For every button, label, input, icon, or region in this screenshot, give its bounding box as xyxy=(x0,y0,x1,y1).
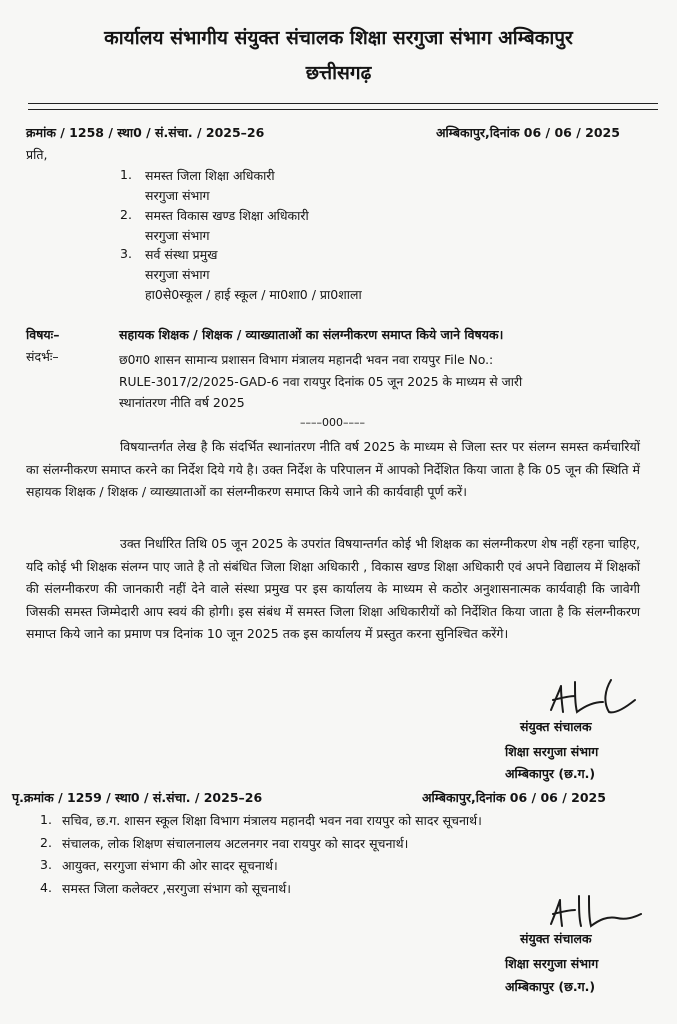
signatory-place-1: अम्बिकापुर (छ.ग.) xyxy=(505,766,596,781)
header-rule-bottom xyxy=(28,109,658,110)
reference-line-3: स्थानांतरण नीति वर्ष 2025 xyxy=(119,395,245,410)
signatory-place-2: अम्बिकापुर (छ.ग.) xyxy=(505,979,596,994)
letter-date: अम्बिकापुर,दिनांक 06 / 06 / 2025 xyxy=(436,125,620,140)
signatory-dept-2: शिक्षा सरगुजा संभाग xyxy=(505,956,599,971)
copy-2-text: संचालक, लोक शिक्षण संचालनालय अटलनगर नवा रायपुर को सादर सूचनार्थ। xyxy=(62,836,409,851)
office-state: छत्तीसगढ़ xyxy=(305,62,372,84)
recipient-2-no: 2. xyxy=(120,207,132,222)
ref-number: क्रमांक / 1258 / स्था0 / सं.संचा. / 2025–26 xyxy=(26,125,265,140)
body-paragraph-1: विषयान्तर्गत लेख है कि संदर्भित स्थानांतरण नीति वर्ष 2025 के माध्यम से जिला स्तर पर संलग्न समस्त कर्मचारियों का संलग्नीकरण समाप्त करने का निर्देश दिये गये है। उक्त निर्देश के परिपालन में आपको निर्देशित किया जाता है कि 05 जून की स्थिति में सहायक शिक्षक / शिक्षक / व्याख्याताओं का संलग्नीकरण समाप्त किये जाने की कार्यवाही पूर्ण करें। xyxy=(26,439,640,499)
copy-3-no: 3. xyxy=(40,857,52,872)
subject-text: सहायक शिक्षक / शिक्षक / व्याख्याताओं का संलग्नीकरण समाप्त किये जाने विषयक। xyxy=(119,327,504,342)
copy-2-no: 2. xyxy=(40,835,52,850)
reference-line-1: छ0ग0 शासन सामान्य प्रशासन विभाग मंत्रालय महानदी भवन नवा रायपुर File No.: xyxy=(119,353,494,367)
office-title: कार्यालय संभागीय संयुक्त संचालक शिक्षा सरगुजा संभाग अम्बिकापुर xyxy=(104,27,573,49)
recipient-2-line2: सरगुजा संभाग xyxy=(145,228,210,243)
recipient-3-no: 3. xyxy=(120,246,132,261)
recipient-2-line1: समस्त विकास खण्ड शिक्षा अधिकारी xyxy=(145,208,309,223)
recipient-1-line1: समस्त जिला शिक्षा अधिकारी xyxy=(145,168,275,183)
handwritten-signature-2 xyxy=(545,890,665,934)
endorsement-date: अम्बिकापुर,दिनांक 06 / 06 / 2025 xyxy=(422,790,606,805)
copy-1-no: 1. xyxy=(40,812,52,827)
separator: ––––000–––– xyxy=(300,416,365,429)
signatory-dept-1: शिक्षा सरगुजा संभाग xyxy=(505,744,599,759)
recipient-3-line2: सरगुजा संभाग xyxy=(145,267,210,282)
to-label: प्रति, xyxy=(26,147,48,162)
recipient-3-line1: सर्व संस्था प्रमुख xyxy=(145,247,218,262)
signatory-title-2: संयुक्त संचालक xyxy=(520,931,592,946)
reference-line-2: RULE-3017/2/2025-GAD-6 नवा रायपुर दिनांक 05 जून 2025 के माध्यम से जारी xyxy=(119,375,523,389)
copy-4-text: समस्त जिला कलेक्टर ,सरगुजा संभाग को सूचनार्थ। xyxy=(62,881,292,896)
handwritten-signature-1 xyxy=(545,672,665,722)
endorsement-ref-number: पृ.क्रमांक / 1259 / स्था0 / सं.संचा. / 2025–26 xyxy=(12,790,263,805)
recipient-1-no: 1. xyxy=(120,167,132,182)
reference-label: संदर्भः– xyxy=(26,349,59,364)
signatory-title-1: संयुक्त संचालक xyxy=(520,719,592,734)
recipient-3-line3: हा0से0स्कूल / हाई स्कूल / मा0शा0 / प्रा0शाला xyxy=(145,287,362,302)
copy-4-no: 4. xyxy=(40,880,52,895)
header-rule-top xyxy=(28,103,658,104)
subject-label: विषयः– xyxy=(26,327,60,342)
copy-3-text: आयुक्त, सरगुजा संभाग की ओर सादर सूचनार्थ। xyxy=(62,858,278,873)
recipient-1-line2: सरगुजा संभाग xyxy=(145,188,210,203)
copy-1-text: सचिव, छ.ग. शासन स्कूल शिक्षा विभाग मंत्रालय महानदी भवन नवा रायपुर को सादर सूचनार्थ। xyxy=(62,813,482,828)
body-paragraph-2: उक्त निर्धारित तिथि 05 जून 2025 के उपरांत विषयान्तर्गत कोई भी शिक्षक का संलग्नीकरण शेष नहीं रहना चाहिए, यदि कोई भी शिक्षक संलग्न पाए जाते है तो संबंधित जिला शिक्षा अधिकारी , विकास खण्ड शिक्षा अधिकारी एवं अपने विद्यालय में शिक्षकों की संलग्नीकरण की जानकारी नहीं देने वाले संस्था प्रमुख पर इस कार्यालय के माध्यम से कठोर अनुशासनात्मक कार्यवाही कि जावेगी जिसकी समस्त जिम्मेदारी आप स्वयं की होगी। इस संबंध में समस्त जिला शिक्षा अधिकारीयों को निर्देशित किया जाता है कि संलग्नीकरण समाप्त किये जाने का प्रमाण पत्र दिनांक 10 जून 2025 तक इस कार्यालय में प्रस्तुत करना सुनिश्चित करेंगे। xyxy=(26,536,640,641)
